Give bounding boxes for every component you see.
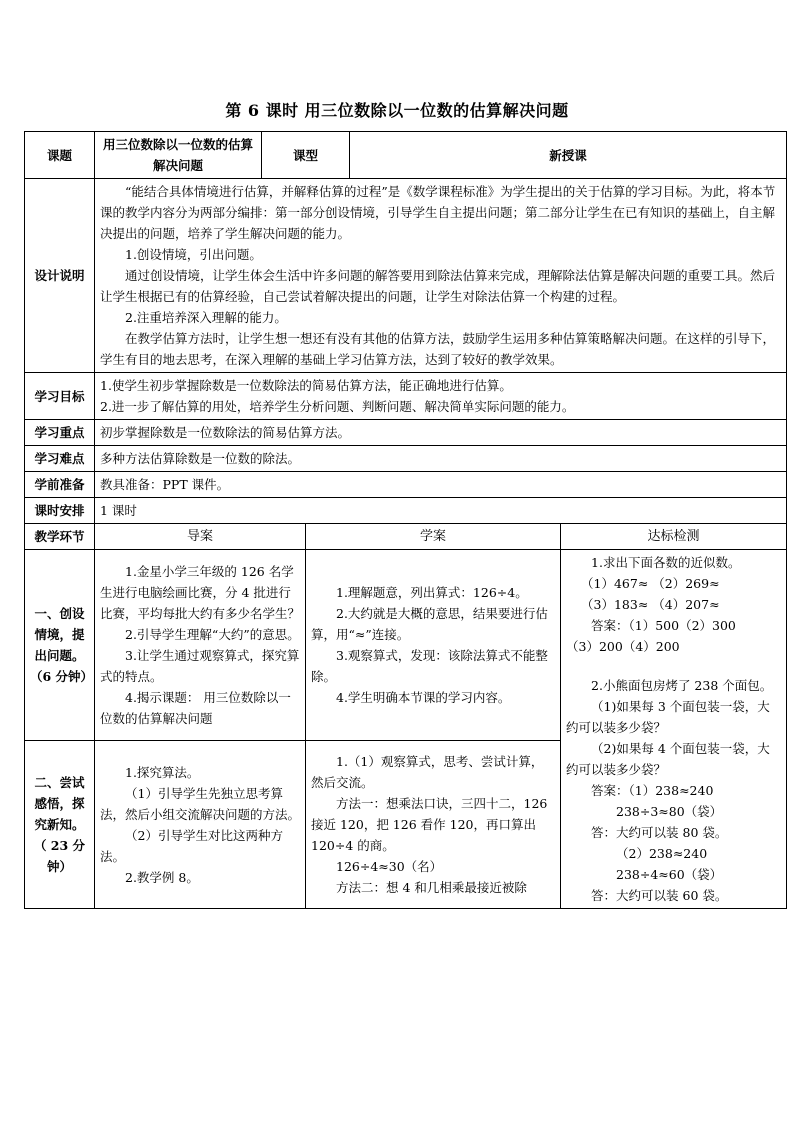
row-headers [25,524,787,550]
check-q1-items: （1）467≈ （2）269≈ [581,576,720,591]
design-para: 2.注重培养深入理解的能力。 [125,310,287,325]
guide-item: 2.教学例 8。 [125,869,199,885]
page-title: 第 6 课时 用三位数除以一位数的估算解决问题 [225,101,569,120]
guide-item: （1）引导学生先独立思考算法，然后小组交流解决问题的方法。 [100,785,301,822]
check-q1-answer: （3）200（4）200 [566,639,680,654]
study-item: 2.大约就是大概的意思，结果要进行估算，用“≈”连接。 [311,606,548,643]
schedule-value: 1 课时 [95,498,787,524]
check-spacer [566,657,781,675]
check-column [561,550,787,909]
study-item: 4.学生明确本节课的学习内容。 [336,690,511,706]
design-para: 通过创设情境，让学生体会生活中许多问题的解答要用到除法估算来完成，理解除法估算是解决问题的重要工具。然后让学生根据已有的估算经验，自己尝试着解决提出的问题，让学生对除法估算一个构建的过程。 [100,268,776,304]
design-content [95,179,787,373]
topic-value: 用三位数除以一位数的估算解决问题 [95,132,262,179]
difficulty-value: 多种方法估算除数是一位数的除法。 [95,446,787,472]
focus-label: 学习重点 [25,420,95,446]
stage2-guide [95,741,306,909]
check-q2-answer: 答：大约可以装 80 袋。 [591,825,728,840]
schedule-label: 课时安排 [25,498,95,524]
check-q2-answer: （2）238≈240 [616,846,708,861]
row-schedule [25,498,787,524]
lesson-plan-table [24,131,787,909]
header-guide: 导案 [95,524,306,550]
study-item: 1.（1）观察算式，思考、尝试计算，然后交流。 [311,754,544,791]
row-stage1 [25,550,787,741]
stage2-name-line: 二、尝试 [34,775,85,791]
design-label: 设计说明 [25,179,95,373]
difficulty-label: 学习难点 [25,446,95,472]
goals-label: 学习目标 [25,373,95,420]
stage1-name-line: 出问题。 [34,648,85,664]
study-item: 126÷4≈30（名） [336,859,443,875]
design-para: 1.创设情境，引出问题。 [125,247,262,262]
row-prep [25,472,787,498]
check-q1-items: （3）183≈ （4）207≈ [581,597,720,612]
stage1-name-line: 情境，提 [34,627,85,643]
check-q2-answer: 答案：（1）238≈240 [591,783,714,798]
header-study: 学案 [306,524,561,550]
guide-item: 1.探究算法。 [125,764,200,780]
focus-value: 初步掌握除数是一位数除法的简易估算方法。 [95,420,787,446]
header-check: 达标检测 [561,524,787,550]
guide-item: 2.引导学生理解“大约”的意思。 [125,627,300,643]
prep-value: 教具准备：PPT 课件。 [95,472,787,498]
stage2-name-line: 钟） [46,859,72,875]
guide-item: 1.金星小学三年级的 126 名学生进行电脑绘画比赛，分 4 批进行比赛，平均每批大约有多少名学生？ [100,564,301,622]
check-q1-answer: 答案：（1）500（2）300 [591,618,736,633]
stage2-name-line: （ 23 分 [33,838,86,854]
stage1-name [25,550,95,741]
guide-item: （2）引导学生对比这两种方法。 [100,827,283,864]
type-label: 课型 [262,132,350,179]
stage2-name-line: 究新知。 [34,817,85,833]
stage1-name-line: （6 分钟） [30,669,94,685]
check-q2-answer: 答：大约可以装 60 袋。 [591,888,728,903]
guide-item: 3.让学生通过观察算式，探究算式的特点。 [100,648,300,685]
design-para: “能结合具体情境进行估算，并解释估算的过程”是《数学课程标准》为学生提出的关于估算的学习目标。为此，将本节课的教学内容分为两部分编排：第一部分创设情境，引导学生自主提出问题；第二部分让学生在已有知识的基础上，自主解决提出的问题，培养了学生解决问题的能力。 [100,184,776,241]
check-q2-answer: 238÷3≈80（袋） [616,804,723,819]
row-focus [25,420,787,446]
goal-item: 2.进一步了解估算的用处，培养学生分析问题、判断问题、解决简单实际问题的能力。 [100,399,575,414]
check-q2: 2.小熊面包房烤了 238 个面包。 [591,678,773,693]
study-item: 方法二：想 4 和几相乘最接近被除 [336,880,527,896]
row-goals [25,373,787,420]
stage1-study [306,550,561,741]
guide-item: 4.揭示课题： 用三位数除以一位数的估算解决问题 [100,690,291,727]
check-q2-part: （1)如果每 3 个面包装一袋，大约可以装多少袋？ [566,699,770,735]
row-design [25,179,787,373]
stage1-guide [95,550,306,741]
stage2-study [306,741,561,909]
row-topic [25,132,787,179]
design-para: 在教学估算方法时，让学生想一想还有没有其他的估算方法，鼓励学生运用多种估算策略解决问题。在这样的引导下，学生有目的地去思考，在深入理解的基础上学习估算方法，达到了较好的教学效果。 [100,331,776,367]
goals-content [95,373,787,420]
type-value: 新授课 [350,132,787,179]
study-item: 1.理解题意，列出算式：126÷4。 [336,585,528,601]
stage1-name-line: 一、创设 [34,606,85,622]
check-q2-part: （2)如果每 4 个面包装一袋，大约可以装多少袋？ [566,741,770,777]
study-item: 方法一：想乘法口诀，三四十二，126 接近 120，把 126 看作 120，再口算出 120÷4 的商。 [311,796,548,854]
stage2-name-line: 感悟，探 [34,796,85,812]
prep-label: 学前准备 [25,472,95,498]
goal-item: 1.使学生初步掌握除数是一位数除法的简易估算方法，能正确地进行估算。 [100,378,512,393]
topic-label: 课题 [25,132,95,179]
check-q1: 1.求出下面各数的近似数。 [591,555,741,570]
header-stage: 教学环节 [25,524,95,550]
stage2-name [25,741,95,909]
row-difficulty [25,446,787,472]
study-item: 3.观察算式，发现：该除法算式不能整除。 [311,648,548,685]
check-q2-answer: 238÷4≈60（袋） [616,867,723,882]
